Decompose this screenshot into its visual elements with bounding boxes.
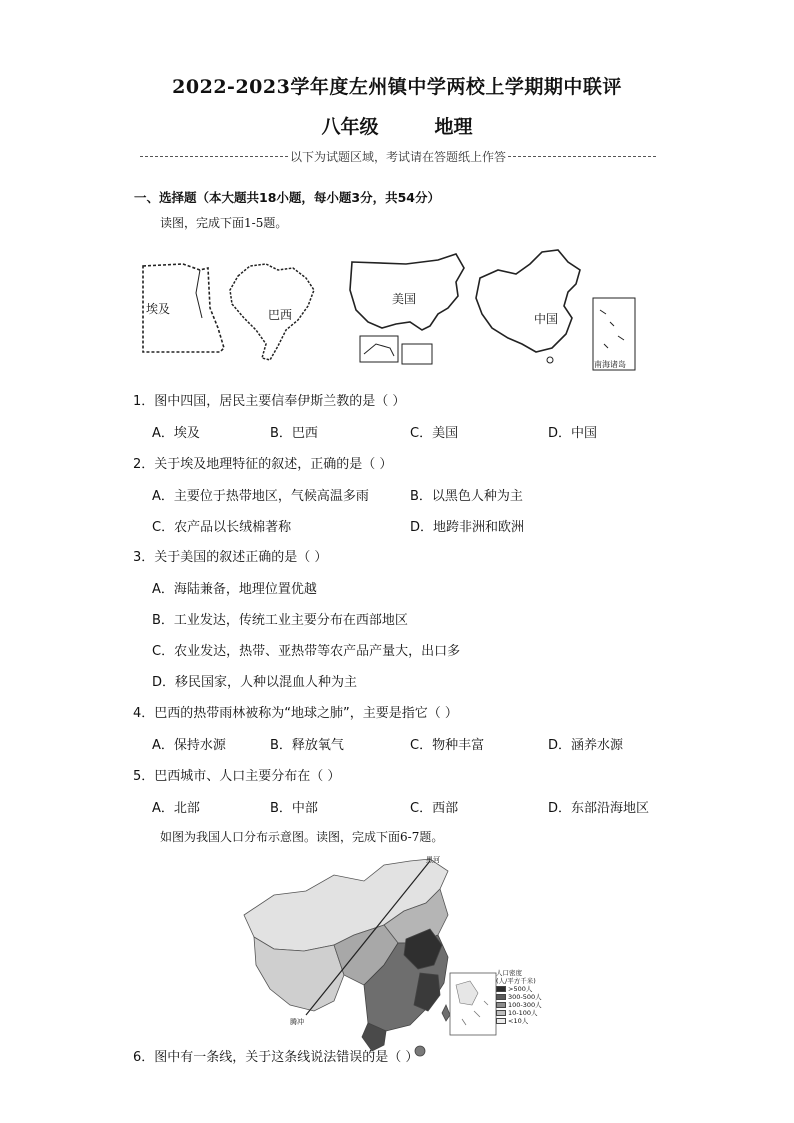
population-legend	[496, 969, 542, 1025]
q3-option-d[interactable]: D．移民国家，人种以混血人种为主	[152, 675, 358, 690]
q5-option-c[interactable]: C．西部	[410, 801, 459, 816]
country-maps-figure	[138, 248, 638, 374]
question-6-stem: 6．图中有一条线，关于这条线说法错误的是（ ）	[133, 1050, 419, 1065]
q2-option-b[interactable]: B．以黑色人种为主	[410, 489, 523, 504]
legend-item	[496, 1001, 542, 1009]
q5-option-d[interactable]: D．东部沿海地区	[548, 801, 650, 816]
map-label-china: 中国	[534, 312, 559, 326]
question-5-stem: 5．巴西城市、人口主要分布在（ ）	[133, 769, 341, 784]
q5-option-b[interactable]: B．中部	[270, 801, 318, 816]
map-label-brazil: 巴西	[268, 308, 293, 322]
legend-label: >500人	[508, 985, 533, 993]
population-map-svg	[234, 855, 554, 1061]
label-tengchong: 腾冲	[290, 1018, 304, 1026]
q1-option-c[interactable]: C．美国	[410, 426, 459, 441]
legend-label: 10-100人	[508, 1009, 538, 1017]
legend-label: 300-500人	[508, 993, 542, 1001]
legend-title-1: 人口密度	[496, 969, 522, 977]
legend-rows	[496, 985, 542, 1025]
q2-option-c[interactable]: C．农产品以长绒棉著称	[152, 520, 292, 535]
question-3-stem: 3．关于美国的叙述正确的是（ ）	[133, 550, 328, 565]
legend-swatch	[496, 1018, 506, 1024]
q4-option-a[interactable]: A．保持水源	[152, 738, 226, 753]
q4-option-b[interactable]: B．释放氧气	[270, 738, 344, 753]
section-intro-2: 如图为我国人口分布示意图。读图，完成下面6-7题。	[160, 830, 444, 844]
subject-label: 地理	[434, 116, 473, 138]
country-maps-svg	[138, 248, 638, 374]
legend-item	[496, 985, 542, 993]
legend-label: <10人	[508, 1017, 529, 1025]
population-density-map	[234, 855, 554, 1061]
legend-item	[496, 1009, 542, 1017]
legend-label: 100-300人	[508, 1001, 542, 1009]
q3-option-c[interactable]: C．农业发达，热带、亚热带等农产品产量大，出口多	[152, 644, 461, 659]
q1-option-d[interactable]: D．中国	[548, 426, 598, 441]
legend-swatch	[496, 1002, 506, 1008]
map-label-usa: 美国	[392, 292, 417, 306]
map-label-inset: 南海诸岛	[594, 360, 626, 369]
q1-option-b[interactable]: B．巴西	[270, 426, 318, 441]
legend-swatch	[496, 1010, 506, 1016]
q2-option-d[interactable]: D．地跨非洲和欧洲	[410, 520, 525, 535]
exam-title: 2022-2023学年度左州镇中学两校上学期期中联评	[172, 76, 622, 98]
label-heihe: 黑河	[426, 856, 440, 864]
legend-item	[496, 993, 542, 1001]
section-heading: 一、选择题（本大题共18小题，每小题3分，共54分）	[134, 190, 440, 205]
china-outline	[476, 250, 580, 352]
question-1-stem: 1．图中四国，居民主要信奉伊斯兰教的是（ ）	[133, 394, 406, 409]
q4-option-c[interactable]: C．物种丰富	[410, 738, 485, 753]
q4-option-d[interactable]: D．涵养水源	[548, 738, 624, 753]
map-label-egypt: 埃及	[146, 302, 171, 316]
legend-swatch	[496, 986, 506, 992]
question-4-stem: 4．巴西的热带雨林被称为“地球之肺”，主要是指它（ ）	[133, 706, 458, 721]
answer-notice: 以下为试题区域，考试请在答题纸上作答	[290, 149, 507, 164]
q5-option-a[interactable]: A．北部	[152, 801, 200, 816]
legend-item	[496, 1017, 542, 1025]
grade-label: 八年级	[321, 116, 379, 138]
legend-title-2: (人/平方千米)	[496, 977, 536, 985]
section-intro-1: 读图，完成下面1-5题。	[160, 216, 288, 230]
q1-option-a[interactable]: A．埃及	[152, 426, 200, 441]
q2-option-a[interactable]: A．主要位于热带地区，气候高温多雨	[152, 489, 369, 504]
question-2-stem: 2．关于埃及地理特征的叙述，正确的是（ ）	[133, 457, 393, 472]
legend-swatch	[496, 994, 506, 1000]
q3-option-b[interactable]: B．工业发达，传统工业主要分布在西部地区	[152, 613, 408, 628]
q3-option-a[interactable]: A．海陆兼备，地理位置优越	[152, 582, 317, 597]
exam-subtitle	[0, 112, 794, 139]
answer-area-divider	[140, 148, 656, 164]
